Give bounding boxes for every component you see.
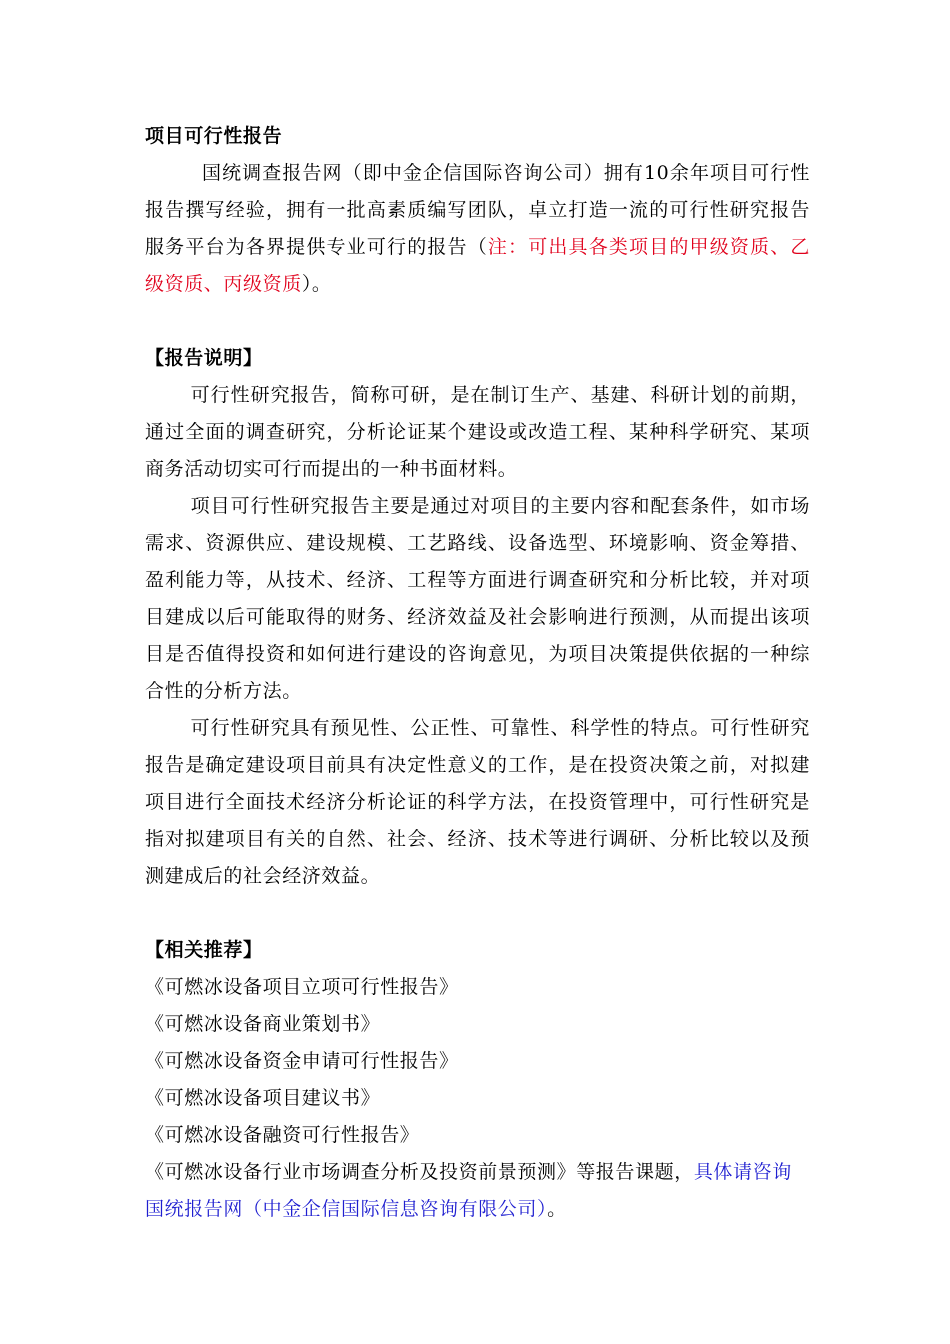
description-paragraph-2: 项目可行性研究报告主要是通过对项目的主要内容和配套条件，如市场需求、资源供应、建设规模、工艺路线、设备选型、环境影响、资金筹措、盈利能力等，从技术、经济、工程等方面进行调查研究和分析比较，并对项目建成以后可能取得的财务、经济效益及社会影响进行预测，从而提出该项目是否值得投资和如何进行建设的咨询意见，为项目决策提供依据的一种综合性的分析方法。: [145, 495, 810, 702]
recommendation-item[interactable]: 《可燃冰设备融资可行性报告》: [145, 1124, 420, 1146]
recommendation-last-title[interactable]: 《可燃冰设备行业市场调查分析及投资前景预测》: [145, 1161, 577, 1183]
recommendation-item[interactable]: 《可燃冰设备资金申请可行性报告》: [145, 1050, 459, 1072]
intro-text: 国统调查报告网（即中金企信国际咨询公司）拥有10余年项目可行性报告撰写经验，拥有一批高素质编写团队，卓立打造一流的可行性研究报告服务平台为各界提供专业可行的报告（: [145, 162, 810, 258]
intro-end: ）。: [301, 273, 332, 295]
doc-title: 项目可行性报告: [145, 125, 283, 147]
document-page: [145, 118, 810, 1228]
section-recommendations-heading: 【相关推荐】: [145, 939, 263, 961]
recommendation-item-last: [145, 1154, 810, 1228]
contact-end: 。: [547, 1198, 567, 1220]
section-report-description-heading: 【报告说明】: [145, 347, 263, 369]
contact-link[interactable]: 具体请咨询国统报告网（中金企信国际信息咨询有限公司）: [145, 1161, 792, 1220]
recommendation-list: [145, 969, 810, 1228]
description-paragraph-3: 可行性研究具有预见性、公正性、可靠性、科学性的特点。可行性研究报告是确定建设项目前具有决定性意义的工作，是在投资决策之前，对拟建项目进行全面技术经济分析论证的科学方法，在投资管理中，可行性研究是指对拟建项目有关的自然、社会、经济、技术等进行调研、分析比较以及预测建成后的社会经济效益。: [145, 717, 810, 887]
description-paragraph-1: 可行性研究报告，简称可研，是在制订生产、基建、科研计划的前期，通过全面的调查研究，分析论证某个建设或改造工程、某种科学研究、某项商务活动切实可行而提出的一种书面材料。: [145, 384, 810, 480]
intro-paragraph: [145, 155, 810, 303]
recommendation-item[interactable]: 《可燃冰设备项目立项可行性报告》: [145, 976, 459, 998]
qualification-note: 注：可出具各类项目的甲级资质、乙级资质、丙级资质: [145, 236, 811, 295]
recommendation-item[interactable]: 《可燃冰设备商业策划书》: [145, 1013, 381, 1035]
recommendation-item[interactable]: 《可燃冰设备项目建议书》: [145, 1087, 381, 1109]
recommendation-last-suffix: 等报告课题，: [576, 1161, 694, 1183]
spacer: [145, 895, 810, 932]
spacer: [145, 303, 810, 340]
